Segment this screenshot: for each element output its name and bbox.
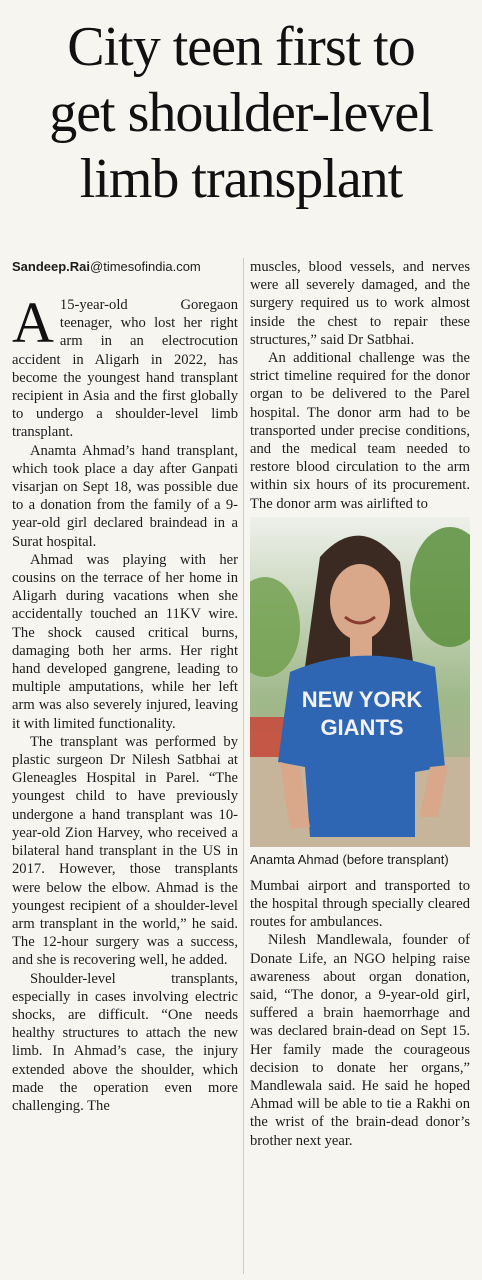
article-paragraph: An additional challenge was the strict timeline required for the donor organ to be delivered to the Parel hospital. The donor arm had to be transported under precise conditions, and the medical team needed to restore blood circulation to the arm within six hours of its procurement. The donor arm was airlifted to — [250, 350, 470, 512]
column-divider — [243, 258, 244, 1274]
photo-portrait — [250, 517, 470, 847]
article-paragraph: Mumbai airport and transported to the hospital through specially cleared routes for ambulances. — [250, 877, 470, 931]
headline — [0, 14, 482, 212]
article-paragraph: Nilesh Mandlewala, founder of Donate Life, an NGO helping raise awareness about organ donation, said, “The donor, a 9-year-old girl, suffered a brain haemorrhage and was declared brain-dead on Sept 15. Her family made the courageous decision to donate her organs,” Mandlewala said. He said he hoped Ahmad will be able to tie a Rakhi on the wrist of the brain-dead donor’s brother next year. — [250, 932, 470, 1149]
shirt-text-line-1: NEW YORK — [301, 686, 423, 712]
article-photo — [250, 517, 470, 847]
headline-line-1: City teen first to — [67, 16, 415, 78]
article-paragraph: muscles, blood vessels, and nerves were all severely damaged, and the surgery required us to work almost inside the chest to repair these structures,” said Dr Satbhai. — [250, 259, 470, 348]
article-paragraph: Ahmad was playing with her cousins on the terrace of her home in Aligarh during vacations when she accidentally touched an 11KV wire. The shock caused critical burns, damaging both her arms. Her right hand developed gangrene, leading to multiple amputations, while her left arm was also severely injured, leaving it with limited functionality. — [12, 551, 238, 732]
article-column-right — [250, 258, 470, 1150]
photo-caption: Anamta Ahmad (before transplant) — [250, 851, 449, 867]
byline-name: Sandeep.Rai — [12, 259, 91, 274]
headline-line-3: limb transplant — [79, 148, 403, 210]
byline — [12, 258, 238, 276]
shirt-text-line-2: GIANTS — [320, 714, 404, 740]
byline-email: @timesofindia.com — [90, 259, 201, 274]
article-paragraph: Anamta Ahmad’s hand transplant, which took place a day after Ganpati visarjan on Sept 18, was possible due to a donation from the family of a 9-year-old girl declared braindead in a Surat hospital. — [12, 442, 238, 550]
article-column-left — [12, 258, 238, 1115]
headline-line-2: get shoulder-level — [49, 82, 433, 144]
article-paragraph: Shoulder-level transplants, especially in cases involving electric shocks, are difficult. “One needs healthy structures to attach the new limb. In Ahmad’s case, the injury extended above the shoulder, which made the operation even more challenging. The — [12, 970, 238, 1114]
article-paragraph: A 15-year-old Goregaon teenager, who lost her right arm in an electrocution accident in Aligarh in 2022, has become the youngest hand transplant recipient in Asia and the first globally to undergo a shoulder-level limb transplant. — [12, 290, 238, 441]
article-paragraph: The transplant was performed by plastic surgeon Dr Nilesh Satbhai at Gleneagles Hospital in Parel. “The youngest child to have previously undergone a hand transplant was 10-year-old Zion Harvey, who received a bilateral hand transplant in the US in 2017. However, those transplants were below the elbow. Ahmad is the youngest recipient of a shoulder-level arm transplant in the world,” he said. The 12-hour surgery was a success, and she is recovering well, he added. — [12, 733, 238, 969]
drop-cap: A — [12, 290, 54, 355]
